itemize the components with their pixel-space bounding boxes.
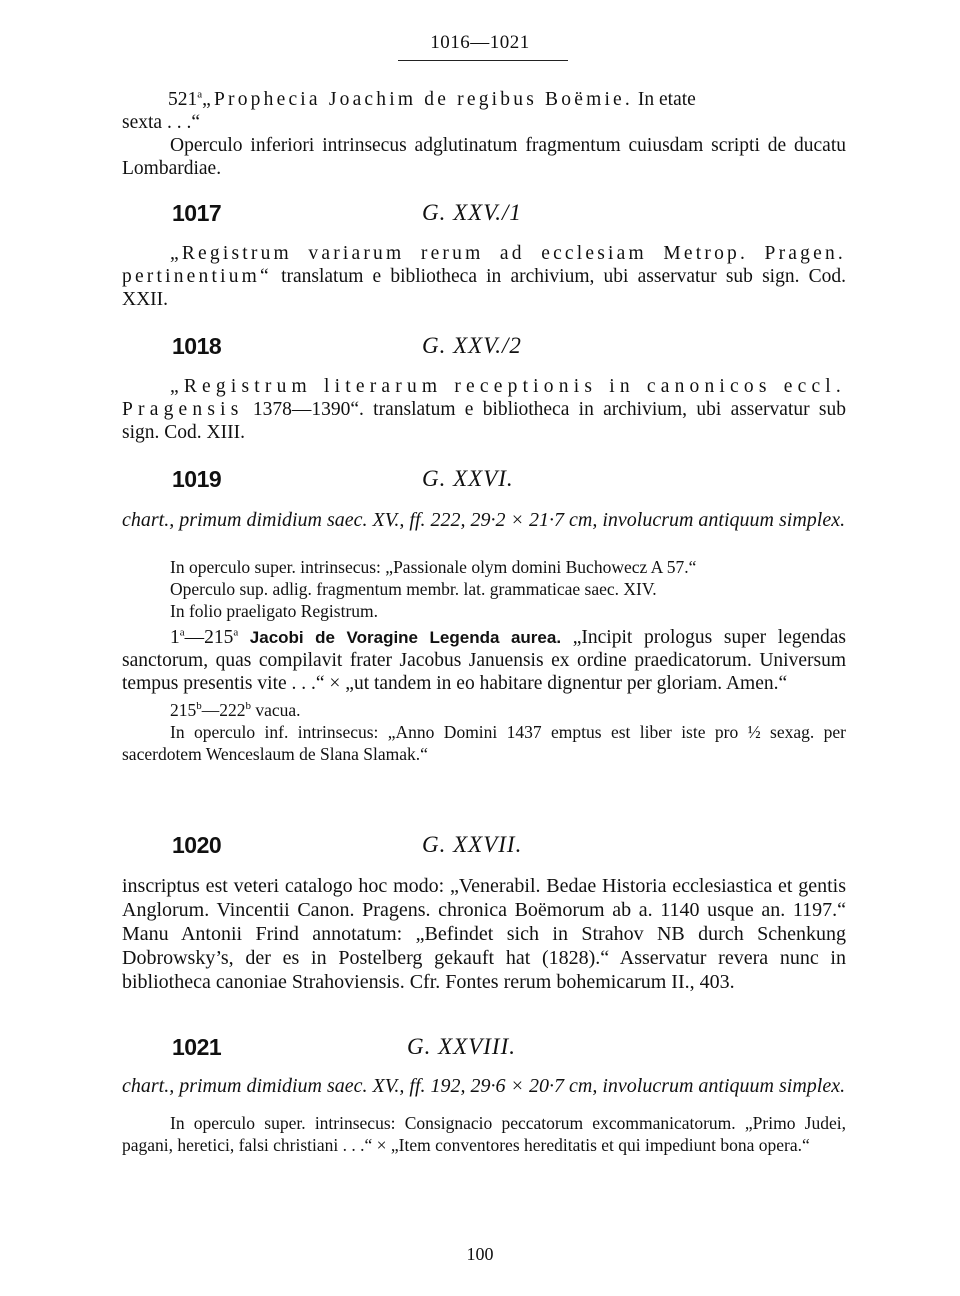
- shelf-signature: G. XXVII.: [422, 832, 523, 857]
- folio-end: —222: [201, 700, 246, 720]
- shelf-signature: G. XXVI.: [422, 466, 514, 491]
- entry-rest: translatum e bibliotheca in archivium, ubi asservatur sub sign. Cod. XXII.: [122, 266, 846, 310]
- shelf-signature: G. XXVIII.: [407, 1034, 516, 1059]
- entry-1018-text: [122, 375, 846, 444]
- folio-superscript: a: [197, 88, 203, 101]
- entry-number: 1017: [172, 200, 222, 226]
- physical-description: chart., primum dimidium saec. XV., ff. 222, 29·2 × 21·7 cm, involucrum antiquum simplex.: [122, 509, 846, 531]
- prophecia-line: [122, 88, 846, 134]
- entry-1021-body: [122, 1074, 846, 1156]
- quoted-title: „Prophecia Joachim de regibus Boëmie.: [202, 89, 633, 110]
- quoted-title: „Registrum literarum receptionis in canonicos eccl. Pragensis: [122, 376, 846, 420]
- entry-number: 1021: [172, 1034, 222, 1060]
- entry-1017-body: [122, 242, 846, 311]
- entry-1020-heading: [172, 832, 872, 862]
- entry-1021-heading: [172, 1034, 872, 1064]
- entry-1019-heading: [172, 466, 872, 496]
- entry-1020-text: inscriptus est veteri catalogo hoc modo: „Venerabil. Bedae Historia ecclesiastica et gentis Anglorum. Vincentii Canon. Pragens. chronica Boëmorum ab a. 1140 usque an. 1197.“ Manu Antonii Frind annotatum: „Befindet sich in Strahov NB durch Schenkung Dobrowsky’s, der es in Postelberg gekauft hat (1828).“ Asservatur revera nunc in bibliotheca canoniae Strahoviensis. Cfr. Fontes rerum bohemicarum II., 403.: [122, 875, 846, 993]
- page-number: 100: [466, 1244, 494, 1264]
- shelf-signature: G. XXV./2: [422, 333, 522, 358]
- entry-1017-heading: [172, 200, 872, 230]
- folio-start: 215: [170, 700, 197, 720]
- work-title: Jacobi de Voragine Legenda aurea.: [238, 628, 562, 647]
- entry-1018-heading: [172, 333, 872, 363]
- note-line-3: In folio praeligato Registrum.: [170, 601, 379, 621]
- folio-sup: b: [196, 700, 202, 713]
- work-incipit: „Incipit prologus super legendas sanctorum, quas compilavit frater Jacobus Januensis ex ordine praedicatorum. Universum tempus presentis vite . . .“ × „ut tandem in eo habitare dignentur per gloriam. Amen.“: [122, 627, 846, 694]
- contents-paragraph: [122, 626, 846, 695]
- note-line-1: In operculo super. intrinsecus: „Passionale olym domini Buchowecz A 57.“: [170, 557, 697, 577]
- vacua-text: vacua.: [251, 700, 301, 720]
- inferior-cover-note: In operculo inf. intrinsecus: „Anno Domini 1437 emptus est liber iste pro ½ sexag. per sacerdotem Wenceslaum de Slana Slamak.“: [122, 722, 846, 764]
- entry-1018-body: [122, 375, 846, 444]
- operculo-paragraph: Operculo inferiori intrinsecus adglutinatum fragmentum cuiusdam scripti de ducatu Lombardiae.: [122, 135, 846, 179]
- vacua-line: [122, 699, 846, 721]
- entry-1016-continuation: [122, 88, 846, 180]
- folio-sup: a: [179, 626, 185, 639]
- folio-end: —215: [184, 627, 234, 648]
- entry-number: 1019: [172, 466, 222, 492]
- entry-1019-body: [122, 508, 846, 765]
- entry-rest: translatum e bibliotheca in archivium, ubi asservatur sub sign. Cod. XIII.: [122, 399, 846, 443]
- physical-description: chart., primum dimidium saec. XV., ff. 192, 29·6 × 20·7 cm, involucrum antiquum simplex.: [122, 1075, 846, 1097]
- running-header: 1016—1021: [430, 32, 530, 53]
- entry-dates: 1378—1390“.: [243, 399, 364, 420]
- folio-start: 1: [170, 627, 180, 648]
- entry-1021-text: In operculo super. intrinsecus: Consignacio peccatorum excommanicatorum. „Primo Judei, pagani, heretici, falsi christiani . . .“ × „Item conventores hereditatis et qui impediunt bona opera.“: [122, 1113, 846, 1155]
- entry-number: 1018: [172, 333, 222, 359]
- folio-sup: b: [245, 700, 251, 713]
- quote-rest: In etate: [633, 89, 696, 110]
- entry-number: 1020: [172, 832, 222, 858]
- entry-1020-body: [122, 874, 846, 994]
- shelf-signature: G. XXV./1: [422, 200, 522, 225]
- quoted-title: „Registrum variarum rerum ad ecclesiam Metrop. Pragen. pertinentium“: [122, 243, 846, 287]
- quote-end: sexta . . .“: [122, 112, 200, 133]
- folio-number: 521: [168, 89, 198, 110]
- header-rule: [398, 60, 568, 61]
- folio-sup: a: [233, 626, 239, 639]
- entry-1017-text: [122, 242, 846, 311]
- note-line-2: Operculo sup. adlig. fragmentum membr. lat. grammaticae saec. XIV.: [170, 579, 657, 599]
